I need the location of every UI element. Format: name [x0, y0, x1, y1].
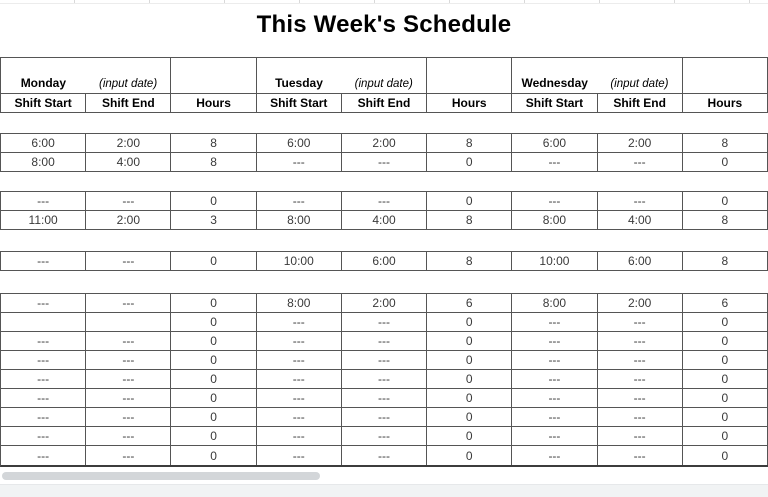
horizontal-scrollbar-thumb[interactable] — [2, 472, 320, 480]
hours-cell[interactable]: 0 — [683, 313, 768, 332]
hours-cell[interactable]: 0 — [171, 370, 256, 389]
hours-cell[interactable]: 0 — [171, 294, 256, 313]
shift-end-cell[interactable]: 6:00 — [342, 252, 427, 271]
shift-end-cell[interactable]: --- — [86, 389, 171, 408]
hours-cell[interactable]: 8 — [171, 134, 256, 153]
hours-cell[interactable]: 0 — [171, 332, 256, 351]
shift-end-cell[interactable]: --- — [86, 446, 171, 465]
shift-end-cell[interactable]: --- — [598, 389, 683, 408]
shift-start-cell[interactable]: --- — [257, 351, 342, 370]
shift-start-cell[interactable]: --- — [512, 192, 597, 211]
shift-end-cell[interactable]: --- — [342, 313, 427, 332]
hours-cell[interactable]: 6 — [427, 294, 512, 313]
shift-start-cell[interactable]: 6:00 — [257, 134, 342, 153]
shift-end-cell[interactable]: --- — [598, 370, 683, 389]
schedule-row — [1, 332, 768, 351]
shift-start-cell[interactable]: 8:00 — [512, 211, 597, 230]
row-gap — [0, 271, 768, 293]
hours-cell[interactable]: 0 — [427, 351, 512, 370]
shift-start-cell[interactable]: --- — [257, 313, 342, 332]
shift-start-cell[interactable]: 8:00 — [1, 153, 86, 172]
shift-end-cell[interactable]: 6:00 — [598, 252, 683, 271]
shift-start-cell[interactable]: --- — [1, 427, 86, 446]
hours-header[interactable]: Hours — [683, 94, 768, 113]
shift-start-cell[interactable]: --- — [1, 351, 86, 370]
hours-cell[interactable]: 0 — [171, 408, 256, 427]
shift-end-cell[interactable]: --- — [342, 408, 427, 427]
hours-spacer-cell[interactable] — [683, 58, 768, 94]
shift-start-cell[interactable]: --- — [512, 446, 597, 465]
schedule-row — [1, 211, 768, 230]
shift-start-cell[interactable]: --- — [512, 408, 597, 427]
shift-end-cell[interactable]: --- — [342, 389, 427, 408]
horizontal-scrollbar[interactable] — [0, 467, 768, 484]
page-title: This Week's Schedule — [256, 10, 512, 38]
hours-cell[interactable]: 3 — [171, 211, 256, 230]
hours-cell[interactable]: 0 — [683, 332, 768, 351]
hours-cell[interactable]: 0 — [427, 370, 512, 389]
shift-end-cell[interactable]: --- — [86, 427, 171, 446]
hours-cell[interactable]: 0 — [427, 446, 512, 465]
schedule-row — [1, 252, 768, 271]
hours-cell[interactable]: 8 — [427, 252, 512, 271]
shift-start-header[interactable]: Shift Start — [1, 94, 86, 113]
schedule-block-2 — [0, 191, 768, 230]
shift-end-cell[interactable]: 2:00 — [86, 134, 171, 153]
column-header-row — [0, 94, 768, 113]
shift-end-cell[interactable]: --- — [598, 446, 683, 465]
hours-spacer-cell[interactable] — [427, 58, 512, 94]
shift-end-cell[interactable]: --- — [598, 332, 683, 351]
hours-cell[interactable]: 0 — [171, 192, 256, 211]
schedule-block-4 — [0, 293, 768, 467]
input-date-label: (input date) — [610, 78, 669, 90]
shift-start-cell[interactable]: --- — [257, 446, 342, 465]
schedule-row — [1, 294, 768, 313]
hours-cell[interactable]: 0 — [683, 351, 768, 370]
hours-cell[interactable]: 0 — [683, 389, 768, 408]
shift-start-cell[interactable]: --- — [1, 408, 86, 427]
shift-start-cell[interactable]: --- — [257, 332, 342, 351]
hours-cell[interactable]: 0 — [171, 351, 256, 370]
hours-cell[interactable]: 0 — [427, 389, 512, 408]
day-header-tuesday[interactable] — [257, 58, 427, 94]
shift-start-cell[interactable]: --- — [257, 192, 342, 211]
hours-cell[interactable]: 0 — [171, 313, 256, 332]
shift-start-cell[interactable]: --- — [512, 153, 597, 172]
schedule-row — [1, 427, 768, 446]
row-gap — [0, 230, 768, 251]
shift-end-cell[interactable]: --- — [598, 313, 683, 332]
input-date-label: (input date) — [98, 78, 158, 90]
shift-end-cell[interactable]: 2:00 — [86, 211, 171, 230]
hours-cell[interactable]: 8 — [683, 252, 768, 271]
shift-start-cell[interactable]: 11:00 — [1, 211, 86, 230]
shift-start-cell[interactable]: --- — [257, 408, 342, 427]
shift-end-cell[interactable]: --- — [598, 192, 683, 211]
schedule-block-3 — [0, 251, 768, 271]
shift-end-cell[interactable]: 2:00 — [598, 134, 683, 153]
hours-cell[interactable]: 0 — [427, 313, 512, 332]
shift-start-cell[interactable]: --- — [1, 192, 86, 211]
title-cell[interactable] — [0, 4, 768, 58]
shift-start-cell[interactable]: --- — [257, 153, 342, 172]
shift-end-cell[interactable]: 4:00 — [598, 211, 683, 230]
hours-cell[interactable]: 0 — [171, 389, 256, 408]
schedule-row — [1, 446, 768, 465]
shift-start-cell[interactable]: --- — [257, 389, 342, 408]
hours-cell[interactable]: 8 — [427, 211, 512, 230]
schedule-row — [1, 351, 768, 370]
shift-end-cell[interactable]: 2:00 — [598, 294, 683, 313]
shift-start-cell[interactable]: --- — [512, 389, 597, 408]
shift-end-cell[interactable]: --- — [598, 153, 683, 172]
shift-start-cell[interactable]: --- — [512, 427, 597, 446]
row-gap — [0, 113, 768, 133]
schedule-row — [1, 389, 768, 408]
hours-spacer-cell[interactable] — [171, 58, 256, 94]
hours-cell[interactable]: 0 — [171, 252, 256, 271]
shift-start-cell[interactable]: 8:00 — [512, 294, 597, 313]
input-date-label: (input date) — [354, 78, 413, 90]
hours-cell[interactable]: 8 — [427, 134, 512, 153]
row-gap — [0, 172, 768, 191]
shift-start-cell[interactable]: 8:00 — [257, 211, 342, 230]
shift-start-cell[interactable]: --- — [1, 294, 86, 313]
shift-end-cell[interactable]: --- — [598, 351, 683, 370]
hours-cell[interactable]: 0 — [427, 427, 512, 446]
day-name-label: Wednesday — [521, 76, 588, 90]
shift-start-header[interactable]: Shift Start — [512, 94, 597, 113]
hours-cell[interactable]: 0 — [683, 153, 768, 172]
shift-end-cell[interactable]: --- — [342, 351, 427, 370]
shift-start-cell[interactable]: 10:00 — [257, 252, 342, 271]
sheet-background-area — [0, 484, 768, 497]
hours-cell[interactable]: 8 — [683, 134, 768, 153]
shift-end-cell[interactable]: --- — [598, 427, 683, 446]
hours-header[interactable]: Hours — [427, 94, 512, 113]
shift-end-cell[interactable]: 4:00 — [342, 211, 427, 230]
hours-cell[interactable]: 0 — [683, 192, 768, 211]
shift-end-header[interactable]: Shift End — [598, 94, 683, 113]
schedule-row — [1, 370, 768, 389]
shift-end-cell[interactable]: --- — [86, 294, 171, 313]
shift-start-cell[interactable]: 10:00 — [512, 252, 597, 271]
hours-cell[interactable]: 0 — [427, 192, 512, 211]
shift-end-cell[interactable]: --- — [86, 252, 171, 271]
shift-end-cell[interactable]: 2:00 — [342, 134, 427, 153]
shift-end-cell[interactable]: 2:00 — [342, 294, 427, 313]
shift-start-cell[interactable]: --- — [512, 332, 597, 351]
schedule-row — [1, 313, 768, 332]
shift-end-cell[interactable]: --- — [86, 351, 171, 370]
hours-cell[interactable]: 8 — [171, 153, 256, 172]
shift-start-cell[interactable] — [1, 313, 86, 332]
shift-start-cell[interactable]: --- — [512, 313, 597, 332]
shift-end-cell[interactable]: --- — [342, 332, 427, 351]
shift-start-cell[interactable]: 6:00 — [1, 134, 86, 153]
shift-end-cell[interactable]: --- — [342, 427, 427, 446]
shift-end-cell[interactable]: --- — [598, 408, 683, 427]
shift-end-cell[interactable]: 4:00 — [86, 153, 171, 172]
shift-start-cell[interactable]: --- — [1, 332, 86, 351]
schedule-row — [1, 134, 768, 153]
hours-cell[interactable]: 8 — [683, 211, 768, 230]
shift-start-cell[interactable]: --- — [512, 351, 597, 370]
hours-cell[interactable]: 0 — [683, 408, 768, 427]
shift-start-header[interactable]: Shift Start — [257, 94, 342, 113]
hours-cell[interactable]: 0 — [683, 446, 768, 465]
shift-start-cell[interactable]: --- — [512, 370, 597, 389]
shift-start-cell[interactable]: --- — [1, 446, 86, 465]
schedule-row — [1, 408, 768, 427]
shift-end-cell[interactable]: --- — [342, 192, 427, 211]
schedule-row — [1, 192, 768, 211]
shift-end-cell[interactable]: --- — [86, 332, 171, 351]
day-header-row — [0, 58, 768, 94]
shift-end-header[interactable]: Shift End — [86, 94, 171, 113]
hours-cell[interactable]: 0 — [683, 427, 768, 446]
hours-cell[interactable]: 0 — [427, 153, 512, 172]
schedule-block-1 — [0, 133, 768, 172]
shift-start-cell[interactable]: --- — [1, 370, 86, 389]
shift-start-cell[interactable]: --- — [257, 427, 342, 446]
shift-end-header[interactable]: Shift End — [342, 94, 427, 113]
shift-end-cell[interactable]: --- — [342, 370, 427, 389]
shift-start-cell[interactable]: --- — [1, 252, 86, 271]
day-name-label: Monday — [20, 76, 67, 90]
hours-cell[interactable]: 0 — [171, 446, 256, 465]
shift-end-cell[interactable]: --- — [342, 446, 427, 465]
hours-cell[interactable]: 0 — [427, 332, 512, 351]
shift-end-cell[interactable]: --- — [86, 192, 171, 211]
shift-end-cell[interactable]: --- — [86, 370, 171, 389]
shift-start-cell[interactable]: --- — [1, 389, 86, 408]
shift-start-cell[interactable]: 8:00 — [257, 294, 342, 313]
shift-start-cell[interactable]: 6:00 — [512, 134, 597, 153]
hours-header[interactable]: Hours — [171, 94, 256, 113]
shift-start-cell[interactable]: --- — [257, 370, 342, 389]
shift-end-cell[interactable]: --- — [86, 408, 171, 427]
hours-cell[interactable]: 0 — [683, 370, 768, 389]
hours-cell[interactable]: 6 — [683, 294, 768, 313]
hours-cell[interactable]: 0 — [171, 427, 256, 446]
day-header-monday[interactable] — [1, 58, 171, 94]
day-header-wednesday[interactable] — [512, 58, 682, 94]
schedule-row — [1, 153, 768, 172]
hours-cell[interactable]: 0 — [427, 408, 512, 427]
shift-end-cell[interactable] — [86, 313, 171, 332]
day-name-label: Tuesday — [275, 76, 323, 90]
shift-end-cell[interactable]: --- — [342, 153, 427, 172]
